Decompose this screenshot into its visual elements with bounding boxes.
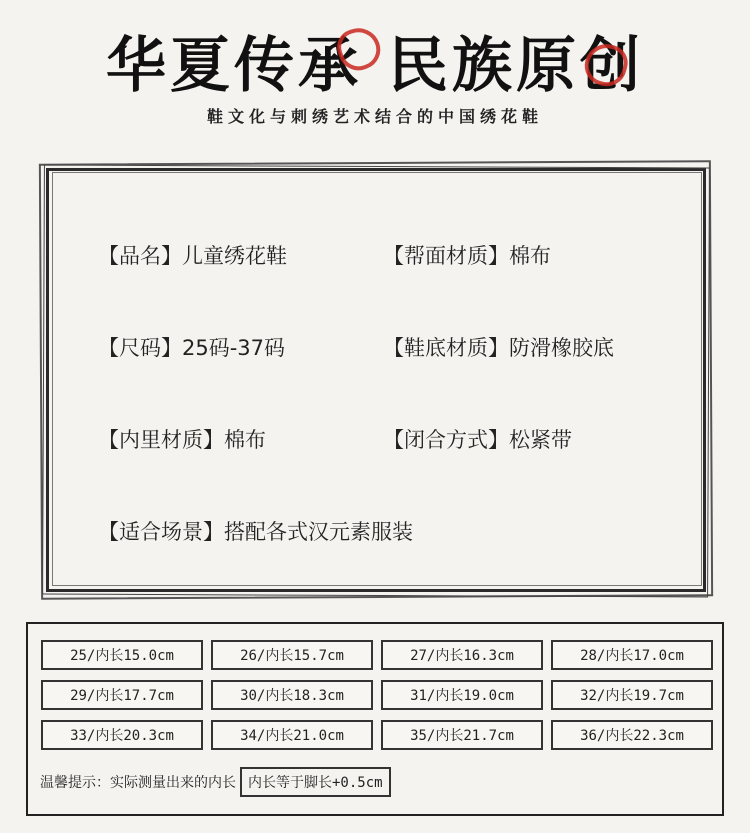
info-upper-material: 【帮面材质】棉布 [383, 244, 551, 268]
size-cell: 35/内长21.7cm [381, 720, 543, 750]
tip-highlight: 内长等于脚长+0.5cm [240, 767, 391, 797]
info-product-name: 【品名】儿童绣花鞋 [98, 244, 287, 268]
product-info-frame [40, 162, 712, 598]
size-cell: 29/内长17.7cm [41, 680, 203, 710]
measurement-tip [40, 767, 391, 797]
tip-label: 温馨提示：实际测量出来的内长 [40, 775, 236, 791]
size-cell: 25/内长15.0cm [41, 640, 203, 670]
title-part-1: 华夏传承 [106, 31, 362, 101]
page-subtitle: 鞋文化与刺绣艺术结合的中国绣花鞋 [206, 107, 543, 126]
size-cell: 27/内长16.3cm [381, 640, 543, 670]
size-cell: 32/内长19.7cm [551, 680, 713, 710]
size-cell: 31/内长19.0cm [381, 680, 543, 710]
size-cell: 26/内长15.7cm [211, 640, 373, 670]
size-cell: 36/内长22.3cm [551, 720, 713, 750]
info-sole-material: 【鞋底材质】防滑橡胶底 [383, 336, 614, 360]
info-occasion: 【适合场景】搭配各式汉元素服装 [98, 520, 413, 544]
size-cell: 30/内长18.3cm [211, 680, 373, 710]
info-size-range: 【尺码】25码-37码 [98, 336, 286, 360]
size-cell: 34/内长21.0cm [211, 720, 373, 750]
size-cell: 33/内长20.3cm [41, 720, 203, 750]
size-cell: 28/内长17.0cm [551, 640, 713, 670]
size-chart [26, 622, 724, 816]
info-closure: 【闭合方式】松紧带 [383, 428, 572, 452]
title-part-2: 民族原创 [388, 31, 644, 101]
info-lining-material: 【内里材质】棉布 [98, 428, 266, 452]
size-grid [41, 640, 713, 750]
